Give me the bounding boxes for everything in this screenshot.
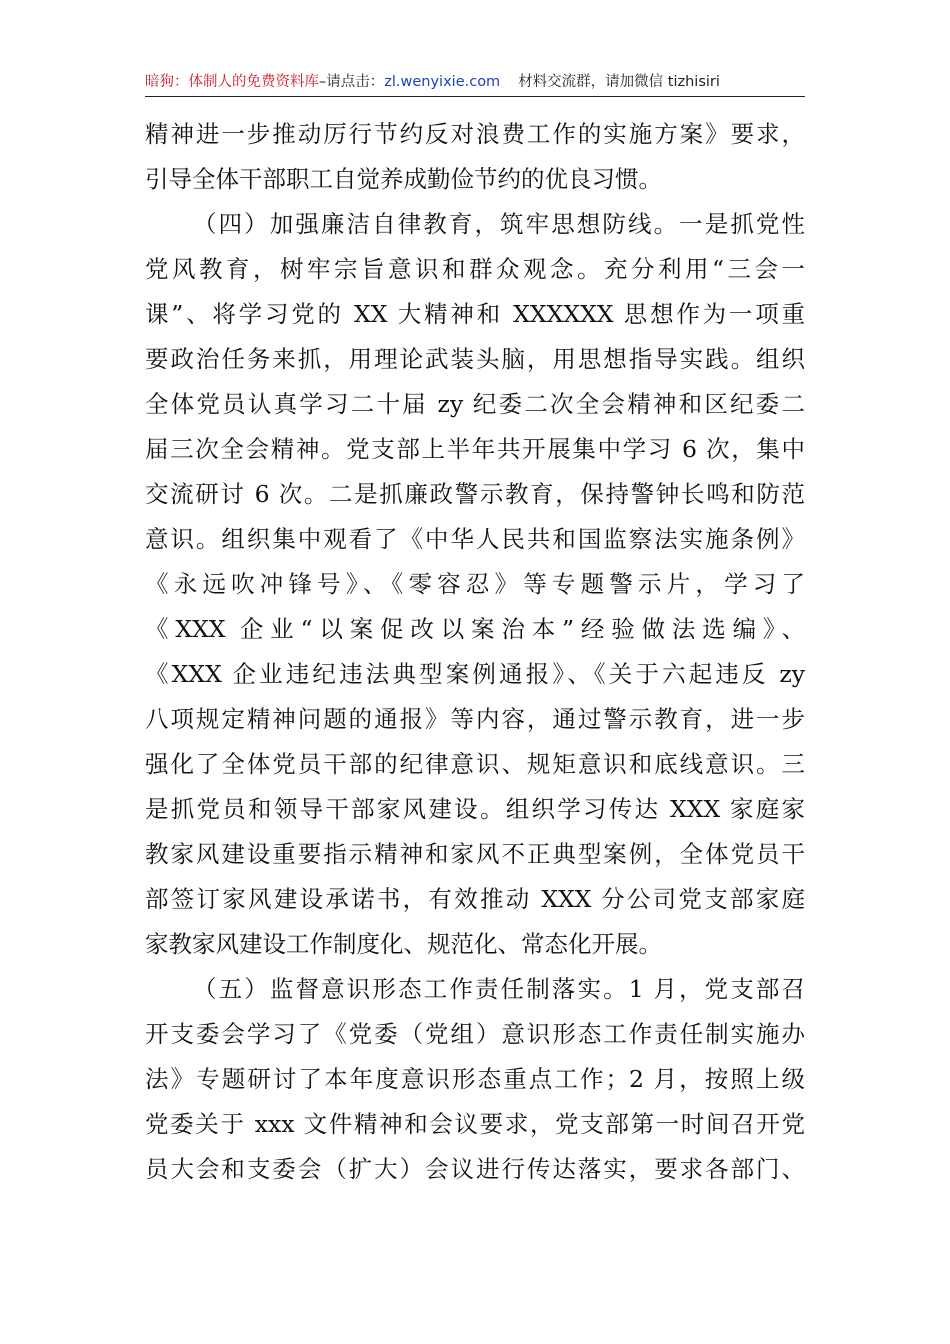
body-line: 引导全体干部职工自觉养成勤俭节约的优良习惯。 (145, 165, 662, 193)
body-line: 开支委会学习了《党委（党组）意识形态工作责任制实施办 (145, 1020, 805, 1048)
body-line: 家教家风建设工作制度化、规范化、常态化开展。 (145, 930, 662, 958)
body-line: 八项规定精神问题的通报》等内容，通过警示教育，进一步 (145, 705, 805, 733)
body-line: 党委关于 xxx 文件精神和会议要求，党支部第一时间召开党 (145, 1110, 805, 1138)
body-line: 全体党员认真学习二十届 zy 纪委二次全会精神和区纪委二 (145, 390, 805, 418)
body-line: 法》专题研讨了本年度意识形态重点工作；2 月，按照上级 (145, 1065, 805, 1093)
body-line: 强化了全体党员干部的纪律意识、规矩意识和底线意识。三 (145, 750, 805, 778)
body-line: 届三次全会精神。党支部上半年共开展集中学习 6 次，集中 (145, 435, 805, 463)
body-line: 要政治任务来抓，用理论武装头脑，用思想指导实践。组织 (145, 345, 805, 373)
body-line: 《XXX 企业“以案促改以案治本”经验做法选编》、 (145, 615, 805, 643)
body-line: 交流研讨 6 次。二是抓廉政警示教育，保持警钟长鸣和防范 (145, 480, 805, 508)
body-line: 课”、将学习党的 XX 大精神和 XXXXXX 思想作为一项重 (145, 300, 805, 328)
header-divider (145, 96, 805, 97)
body-line: 《XXX 企业违纪违法典型案例通报》、《关于六起违反 zy (145, 660, 805, 688)
body-line: 员大会和支委会（扩大）会议进行传达落实，要求各部门、 (145, 1155, 805, 1183)
header-url-link[interactable]: zl.wenyixie.com (384, 74, 501, 90)
body-line-section-5-heading: （五）监督意识形态工作责任制落实。1 月，党支部召 (193, 975, 805, 1003)
body-line-section-4-heading: （四）加强廉洁自律教育，筑牢思想防线。一是抓党性 (193, 210, 805, 238)
body-line: 是抓党员和领导干部家风建设。组织学习传达 XXX 家庭家 (145, 795, 805, 823)
header-site-name: 暗狗：体制人的免费资料库 (145, 74, 319, 90)
body-line: 部签订家风建设承诺书，有效推动 XXX 分公司党支部家庭 (145, 885, 805, 913)
body-line: 党风教育，树牢宗旨意识和群众观念。充分利用“三会一 (145, 255, 805, 283)
document-body (145, 112, 805, 1192)
body-line: 精神进一步推动厉行节约反对浪费工作的实施方案》要求， (145, 120, 805, 148)
header-click-prefix: –请点击： (319, 74, 385, 90)
body-line: 《永远吹冲锋号》、《零容忍》等专题警示片，学习了 (145, 570, 805, 598)
page-header (145, 70, 805, 96)
body-line: 教家风建设重要指示精神和家风不正典型案例，全体党员干 (145, 840, 805, 868)
header-contact: 材料交流群，请加微信 tizhisiri (518, 74, 720, 90)
body-line: 意识。组织集中观看了《中华人民共和国监察法实施条例》 (145, 525, 805, 553)
